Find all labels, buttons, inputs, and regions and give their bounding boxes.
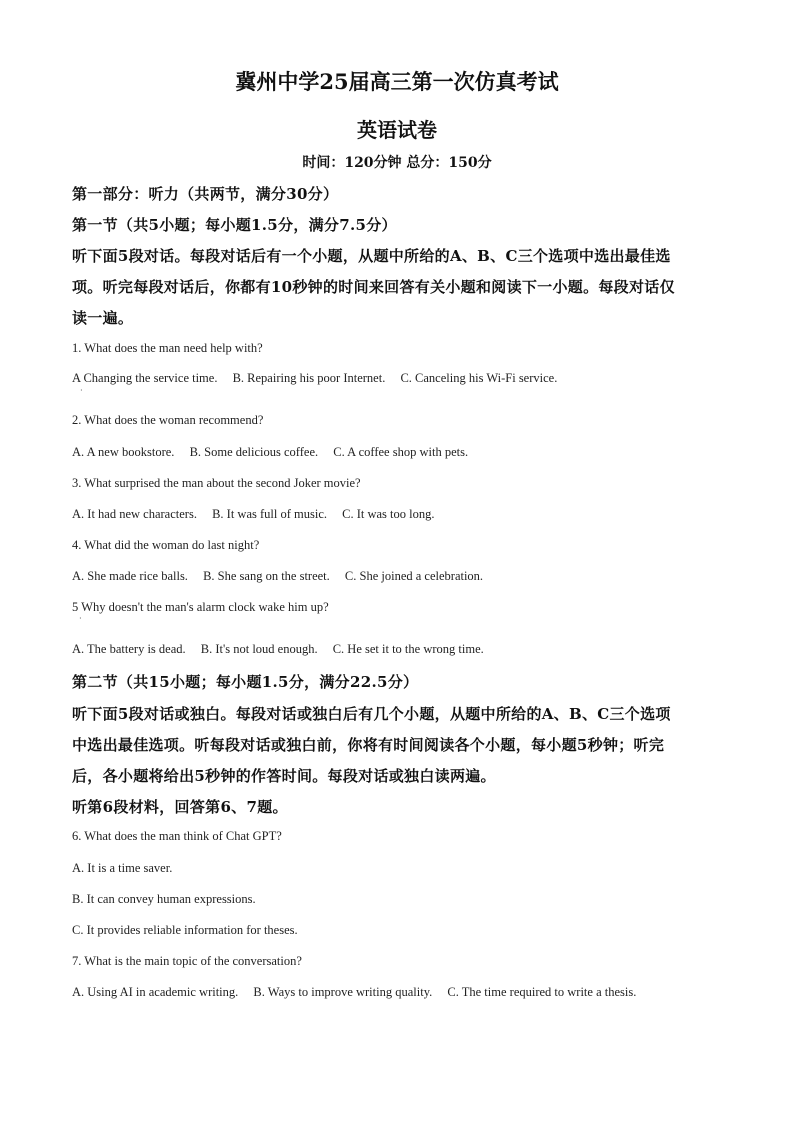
question-3: 3. What surprised the man about the second Joker movie? — [72, 476, 361, 490]
option-b[interactable]: B. Ways to improve writing quality. — [253, 985, 433, 999]
question-2-options — [72, 445, 732, 460]
option-c[interactable]: C. Canceling his Wi-Fi service. — [400, 371, 558, 385]
section2-instruction-2: 中选出最佳选项。听每段对话或独白前，你将有时间阅读各个小题，每小题5秒钟；听完 — [72, 736, 665, 754]
question-6-option-a[interactable]: A. It is a time saver. — [72, 861, 173, 875]
option-b[interactable]: B. Some delicious coffee. — [189, 445, 319, 459]
option-b[interactable]: B. It's not loud enough. — [200, 642, 318, 656]
option-c[interactable]: C. The time required to write a thesis. — [447, 985, 637, 999]
question-2: 2. What does the woman recommend? — [72, 413, 264, 427]
section1-heading: 第一节（共5小题；每小题1.5分，满分7.5分） — [72, 216, 397, 234]
option-a[interactable]: A. She made rice balls. — [72, 569, 188, 583]
option-b[interactable]: B. Repairing his poor Internet. — [232, 371, 386, 385]
option-c[interactable]: C. It was too long. — [342, 507, 435, 521]
option-a[interactable]: A. A new bookstore. — [72, 445, 175, 459]
question-6-option-b[interactable]: B. It can convey human expressions. — [72, 892, 256, 906]
question-1-options — [72, 371, 732, 386]
option-a[interactable]: A. It had new characters. — [72, 507, 197, 521]
stray-dot: · — [79, 614, 82, 623]
option-c[interactable]: C. She joined a celebration. — [344, 569, 484, 583]
question-6-option-c[interactable]: C. It provides reliable information for theses. — [72, 923, 298, 937]
exam-title: 冀州中学25届高三第一次仿真考试 — [235, 69, 559, 94]
section2-instruction-3: 后，各小题将给出5秒钟的作答时间。每段对话或独白读两遍。 — [72, 767, 496, 785]
question-4: 4. What did the woman do last night? — [72, 538, 260, 552]
option-c[interactable]: C. A coffee shop with pets. — [333, 445, 469, 459]
material-note: 听第6段材料，回答第6、7题。 — [72, 798, 288, 816]
exam-subject: 英语试卷 — [357, 118, 437, 142]
exam-time-score: 时间：120分钟 总分：150分 — [302, 155, 492, 171]
question-5: 5 Why doesn't the man's alarm clock wake him up? — [72, 600, 329, 614]
question-5-options — [72, 642, 732, 657]
option-a[interactable]: A. Using AI in academic writing. — [72, 985, 239, 999]
section1-instruction-2: 项。听完每段对话后，你都有10秒钟的时间来回答有关小题和阅读下一小题。每段对话仅 — [72, 278, 675, 296]
question-1: 1. What does the man need help with? — [72, 341, 263, 355]
section1-instruction-1: 听下面5段对话。每段对话后有一个小题，从题中所给的A、B、C三个选项中选出最佳选 — [72, 247, 671, 265]
question-6: 6. What does the man think of Chat GPT? — [72, 829, 282, 843]
option-a[interactable]: A Changing the service time. — [72, 371, 218, 385]
part1-heading: 第一部分：听力（共两节，满分30分） — [72, 185, 339, 203]
question-4-options — [72, 569, 732, 584]
question-7-options — [72, 985, 732, 1000]
option-a[interactable]: A. The battery is dead. — [72, 642, 186, 656]
option-b[interactable]: B. She sang on the street. — [203, 569, 330, 583]
option-b[interactable]: B. It was full of music. — [212, 507, 327, 521]
section2-instruction-1: 听下面5段对话或独白。每段对话或独白后有几个小题，从题中所给的A、B、C三个选项 — [72, 705, 671, 723]
stray-dot: · — [80, 386, 83, 395]
section2-heading: 第二节（共15小题；每小题1.5分，满分22.5分） — [72, 673, 419, 691]
section1-instruction-3: 读一遍。 — [72, 309, 134, 327]
question-3-options — [72, 507, 732, 522]
question-7: 7. What is the main topic of the conversation? — [72, 954, 302, 968]
option-c[interactable]: C. He set it to the wrong time. — [332, 642, 484, 656]
